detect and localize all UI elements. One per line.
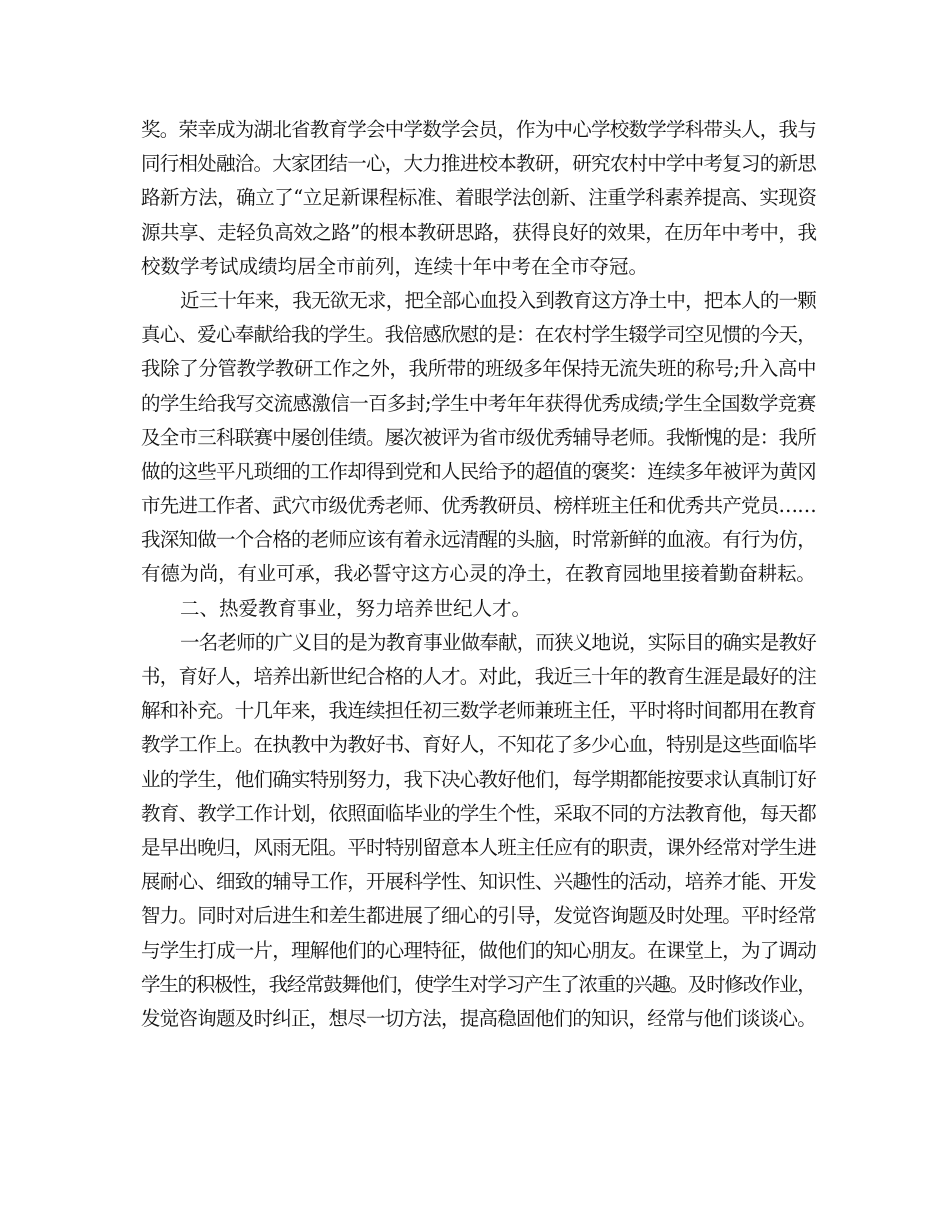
text-line: 发觉咨询题及时纠正，想尽一切方法，提高稳固他们的知识，经常与他们谈谈心。 [141, 1006, 817, 1030]
text-line: 一名老师的广义目的是为教育事业做奉献，而狭义地说，实际目的确实是教好 [180, 630, 817, 654]
text-line: 我除了分管教学教研工作之外，我所带的班级多年保持无流失班的称号;升入高中 [141, 357, 817, 381]
text-line: 业的学生，他们确实特别努力，我下决心教好他们，每学期都能按要求认真制订好 [141, 767, 817, 791]
text-line: 教学工作上。在执教中为教好书、育好人，不知花了多少心血，特别是这些面临毕 [141, 733, 817, 757]
text-line: 有德为尚，有业可承，我必誓守这方心灵的净土，在教育园地里接着勤奋耕耘。 [141, 562, 816, 586]
text-line: 奖。荣幸成为湖北省教育学会中学数学会员，作为中心学校数学学科带头人，我与 [141, 118, 817, 141]
text-line: 智力。同时对后进生和差生都进展了细心的引导，发觉咨询题及时处理。平时经常 [141, 904, 817, 928]
text-line: 书，育好人，培养出新世纪合格的人才。对此，我近三十年的教育生涯是最好的注 [141, 665, 817, 688]
text-line: 校数学考试成绩均居全市前列，连续十年中考在全市夺冠。 [141, 254, 649, 278]
text-line: 学生的积极性，我经常鼓舞他们，使学生对学习产生了浓重的兴趣。及时修改作业， [141, 972, 816, 996]
text-line: 是早出晚归，风雨无阻。平时特别留意本人班主任应有的职责，课外经常对学生进 [141, 835, 817, 859]
text-line: 展耐心、细致的辅导工作，开展科学性、知识性、兴趣性的活动，培养才能、开发 [141, 870, 817, 894]
document-body [141, 113, 816, 1036]
text-line: 路新方法，确立了“立足新课程标准、着眼学法创新、注重学科素养提高、实现资 [141, 186, 817, 210]
text-line: 做的这些平凡琐细的工作却得到党和人民给予的超值的褒奖：连续多年被评为黄冈 [141, 459, 817, 483]
text-line: 同行相处融洽。大家团结一心，大力推进校本教研，研究农村中学中考复习的新思 [141, 152, 817, 176]
text-line: 市先进工作者、武穴市级优秀老师、优秀教研员、榜样班主任和优秀共产党员…… [141, 494, 817, 518]
text-line: 我深知做一个合格的老师应该有着永远清醒的头脑，时常新鲜的血液。有行为仿， [141, 528, 817, 552]
text-line: 近三十年来，我无欲无求，把全部心血投入到教育这方净土中，把本人的一颗 [180, 288, 817, 312]
text-line: 与学生打成一片，理解他们的心理特征，做他们的知心朋友。在课堂上，为了调动 [141, 938, 817, 962]
text-line: 及全市三科联赛中屡创佳绩。屡次被评为省市级优秀辅导老师。我惭愧的是：我所 [141, 425, 817, 449]
text-line: 的学生给我写交流感激信一百多封;学生中考年年获得优秀成绩;学生全国数学竞赛 [141, 391, 816, 415]
text-line: 源共享、走轻负高效之路”的根本教研思路，获得良好的效果，在历年中考中，我 [141, 220, 817, 244]
text-line: 二、热爱教育事业，努力培养世纪人才。 [180, 596, 532, 620]
text-line: 教育、教学工作计划，依照面临毕业的学生个性，采取不同的方法教育他，每天都 [141, 801, 817, 825]
text-line: 真心、爱心奉献给我的学生。我倍感欣慰的是：在农村学生辍学司空见惯的今天， [141, 323, 817, 347]
text-line: 解和补充。十几年来，我连续担任初三数学老师兼班主任，平时将时间都用在教育 [141, 699, 817, 723]
